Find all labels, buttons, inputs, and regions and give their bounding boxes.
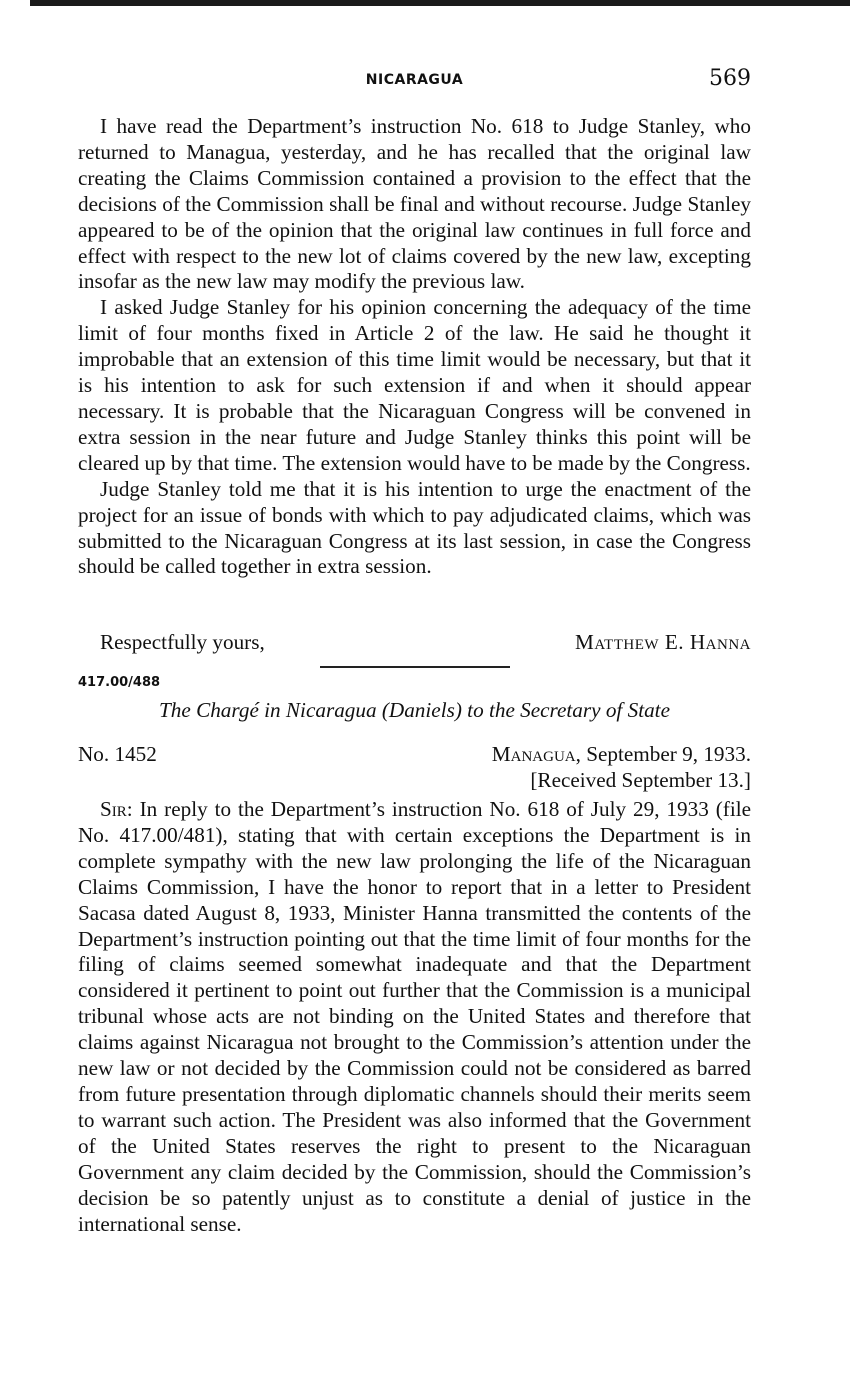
dateline bbox=[492, 742, 751, 767]
file-number: 417.00/488 bbox=[78, 675, 161, 690]
dateline-date: , September 9, 1933. bbox=[575, 742, 751, 766]
letter-1-paragraph: Judge Stanley told me that it is his intention to urge the enactment of the project for an issue of bonds with which to pay adjudicated claims, which was submitted to the Nicaraguan Congress at its last session, in case the Congress should be called together in extra session. bbox=[78, 476, 751, 579]
letter-1-paragraph: I asked Judge Stanley for his opinion concerning the adequacy of the time limit of four months fixed in Article 2 of the law. He said he thought it improbable that an extension of this time limit would be necessary, but that it is his intention to ask for such extension if and when it should appear necessary. It is probable that the Nicaraguan Congress will be convened in extra session in the near future and Judge Stanley thinks this point will be cleared up by that time. The extension would have to be made by the Congress. bbox=[78, 295, 751, 475]
section-separator bbox=[320, 666, 510, 668]
salutation: Sir bbox=[100, 797, 127, 821]
running-header bbox=[78, 66, 751, 96]
top-border-rule bbox=[30, 0, 850, 6]
letter-2-body-text: : In reply to the Department’s instruction No. 618 of July 29, 1933 (file No. 417.00/481), stating that with certain exceptions the Department is in complete sympathy with the new law prolonging the life of the Nicaraguan Claims Commission, I have the honor to report that in a letter to President Sacasa dated August 8, 1933, Minister Hanna transmitted the contents of the Department’s instruction pointing out that the time limit of four months for the filing of claims seemed somewhat inadequate and that the Department considered it pertinent to point out further that the Commission is a municipal tribunal whose acts are not binding on the United States and therefore that claims against Nicaragua not brought to the Commission’s attention under the new law or not decided by the Commission could not be considered as barred from future presentation through diplomatic channels should their merits seem to warrant such action. The President was also informed that the Government of the United States reserves the right to present to the Nicaraguan Government any claim decided by the Commission, should the Commission’s decision be so patently unjust as to constitute a denial of justice in the international sense. bbox=[78, 797, 751, 1236]
document-meta bbox=[78, 742, 751, 796]
letter-2-paragraph bbox=[78, 797, 751, 1237]
valediction: Respectfully yours, bbox=[100, 630, 265, 654]
received-date: [Received September 13.] bbox=[530, 768, 751, 792]
document-heading: The Chargé in Nicaragua (Daniels) to the Secretary of State bbox=[159, 698, 670, 722]
letter-1-closing bbox=[78, 630, 751, 656]
document-number: No. 1452 bbox=[78, 742, 157, 766]
letter-1-body bbox=[78, 114, 751, 580]
letter-2-body bbox=[78, 797, 751, 1237]
signature: Matthew E. Hanna bbox=[575, 630, 751, 654]
running-title: NICARAGUA bbox=[365, 72, 464, 88]
page-number: 569 bbox=[709, 66, 751, 91]
letter-1-paragraph: I have read the Department’s instruction No. 618 to Judge Stanley, who returned to Managua, yesterday, and he has recalled that the original law creating the Claims Commission contained a provision to the effect that the decisions of the Commission shall be final and without recourse. Judge Stanley appeared to be of the opinion that the original law continues in full force and effect with respect to the new lot of claims covered by the new law, excepting insofar as the new law may modify the previous law. bbox=[78, 114, 751, 294]
dateline-place: Managua bbox=[491, 742, 576, 766]
